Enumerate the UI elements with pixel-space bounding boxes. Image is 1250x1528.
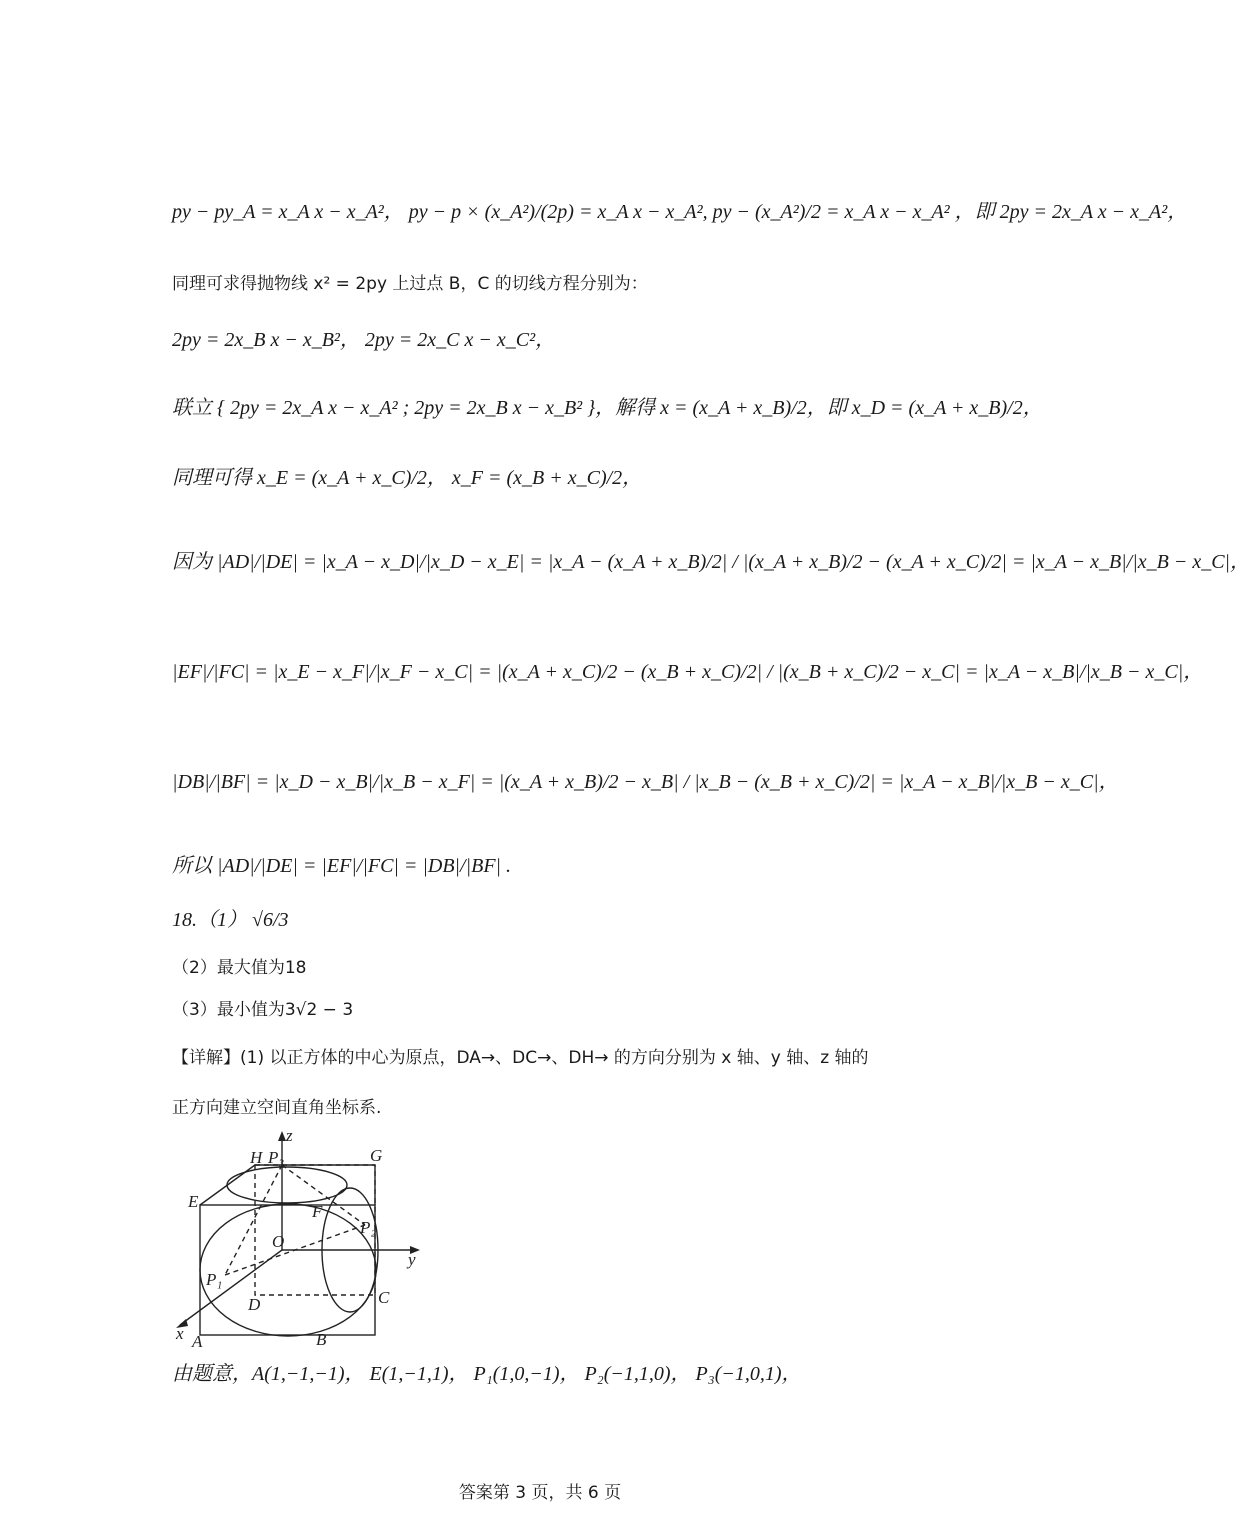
front-circle [200,1204,376,1336]
label-P1: P₁ [206,1270,223,1289]
label-O: O [272,1232,285,1251]
text-line-9: 所以 |AD|/|DE| = |EF|/|FC| = |DB|/|BF| . [172,855,512,877]
label-P3: P₃ [268,1148,285,1167]
text-line-1: py − py_A = x_A x − x_A²， py − p × (x_A²)/(2p) = x_A x − x_A², py − (x_A²)/2 = x_A x − x_A² ，即 2py = 2x_A x − x_A²， [172,201,1188,223]
cube-diagram [170,1125,430,1355]
page-footer: 答案第 3 页，共 6 页 [458,1483,622,1503]
text-line-5: 同理可得 x_E = (x_A + x_C)/2， x_F = (x_B + x_C)/2， [172,467,643,489]
text-line-3: 2py = 2x_B x − x_B²， 2py = 2x_C x − x_C²， [172,329,556,351]
text-line-8: |DB|/|BF| = |x_D − x_B|/|x_B − x_F| = |(x_A + x_B)/2 − x_B| / |x_B − (x_B + x_C)/2| = |x_A − x_B|/|x_B − x_C|， [172,771,1119,793]
label-H: H [250,1148,263,1167]
label-G: G [370,1146,383,1165]
label-z: z [286,1126,293,1145]
label-B: B [316,1330,327,1349]
text-line-2: 同理可求得抛物线 x² = 2py 上过点 B，C 的切线方程分别为： [172,274,648,294]
text-line-7: |EF|/|FC| = |x_E − x_F|/|x_F − x_C| = |(x_A + x_C)/2 − (x_B + x_C)/2| / |(x_B + x_C)/2 − x_C| = |x_A − x_B|/|x_B − x_C|， [172,661,1204,683]
helper-line [225,1165,285,1275]
label-P2: P₂ [360,1218,377,1237]
answer-18-2: （2）最大值为18 [172,958,307,978]
label-y: y [408,1250,416,1269]
label-E: E [188,1192,199,1211]
text-line-coordinates: 由题意，A(1,−1,−1)， E(1,−1,1)， P₁(1,0,−1)， P₂(−1,1,0)， P₃(−1,0,1)， [172,1363,802,1385]
cube-back-face [255,1165,375,1295]
label-x: x [176,1324,184,1343]
helper-line [282,1165,365,1225]
cube-front-face [200,1205,375,1335]
label-F: F [312,1202,323,1221]
label-A: A [192,1332,203,1351]
top-ellipse [227,1167,347,1203]
text-line-4: 联立 { 2py = 2x_A x − x_A² ; 2py = 2x_B x − x_B² }，解得 x = (x_A + x_B)/2，即 x_D = (x_A + x_B)/2， [172,397,1043,419]
text-line-6: 因为 |AD|/|DE| = |x_A − x_D|/|x_D − x_E| = |x_A − (x_A + x_B)/2| / |(x_A + x_B)/2 − (x_A + x_C)/2| = |x_A − x_B|/|x_B − x_C|， [172,551,1250,573]
answer-18-3: （3）最小值为3√2 − 3 [172,1000,354,1020]
answer-18-1: 18.（1） √6/3 [172,909,289,931]
x-axis [180,1250,282,1325]
label-C: C [378,1288,390,1307]
detail-line-1: 【详解】(1) 以正方体的中心为原点，DA→、DC→、DH→ 的方向分别为 x 轴、y 轴、z 轴的 [172,1048,869,1068]
label-D: D [248,1295,261,1314]
z-arrow-head [278,1131,286,1141]
detail-line-2: 正方向建立空间直角坐标系. [172,1098,382,1118]
